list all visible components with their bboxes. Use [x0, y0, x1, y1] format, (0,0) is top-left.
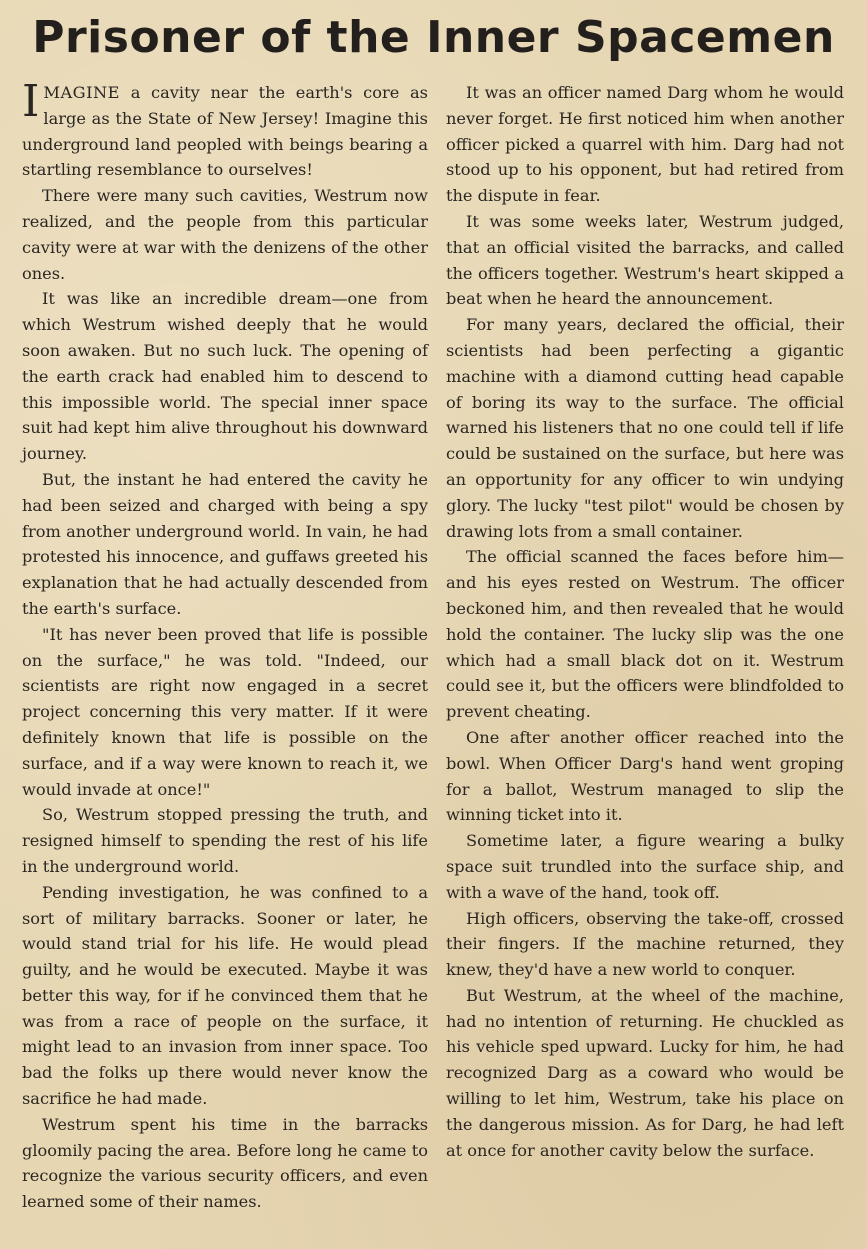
paragraph: It was some weeks later, Westrum judged, that an official visited the barracks, and called the officers together. Westrum's heart skipped a beat when he heard the announcement. — [446, 211, 844, 309]
paragraph: It was an officer named Darg whom he would never forget. He first noticed him when another officer picked a quarrel with him. Darg had not stood up to his opponent, but had retired from the dispute in fear. — [446, 83, 844, 206]
paragraph: Pending investigation, he was confined to a sort of military barracks. Sooner or later, he would stand trial for his life. He would plead guilty, and he would be executed. Maybe it was better this way, for if he convinced them that he was from a race of people on the surface, it might lead to an invasion from inner space. Too bad the folks up there would never know the sacrifice he had made. — [22, 882, 428, 1109]
story-title: Prisoner of the Inner Spacemen — [32, 12, 835, 63]
paragraph: High officers, observing the take-off, crossed their fingers. If the machine returned, they knew, they'd have a new world to conquer. — [446, 908, 844, 980]
paragraph: Sometime later, a figure wearing a bulky space suit trundled into the surface ship, and with a wave of the hand, took off. — [446, 831, 844, 902]
drop-cap: I — [22, 76, 40, 127]
paragraph: There were many such cavities, Westrum now realized, and the people from this particular cavity were at war with the denizens of the other ones. — [22, 186, 428, 283]
paragraph: One after another officer reached into the bowl. When Officer Darg's hand went groping for a ballot, Westrum managed to slip the winning ticket into it. — [446, 727, 844, 825]
paragraph: For many years, declared the official, their scientists had been perfecting a gigantic machine with a diamond cutting head capable of boring its way to the surface. The official warned his listeners that no one could tell if life could be sustained on the surface, but here was an opportunity for any officer to win undying glory. The lucky "test pilot" would be chosen by drawing lots from a small container. — [446, 315, 844, 541]
paragraph: But, the instant he had entered the cavity he had been seized and charged with being a spy from another underground world. In vain, he had protested his innocence, and guffaws greeted his explanation that he had actually descended from the earth's surface. — [22, 469, 428, 618]
paragraph: "It has never been proved that life is possible on the surface," he was told. "Indeed, our scientists are right now engaged in a secret project concerning this very matter. If it were definitely known that life is possible on the surface, and if a way were known to reach it, we would invade at once!" — [22, 624, 428, 799]
paragraph: Westrum spent his time in the barracks gloomily pacing the area. Before long he came to recognize the various security officers, and even learned some of their names. — [22, 1114, 428, 1212]
left-column — [22, 76, 428, 1215]
paragraph: The official scanned the faces before him—and his eyes rested on Westrum. The officer beckoned him, and then revealed that he would hold the container. The lucky slip was the one which had a small black dot on it. Westrum could see it, but the officers were blindfolded to prevent cheating. — [446, 547, 844, 722]
opening-caps: MAGINE — [43, 83, 120, 102]
paragraph: It was like an incredible dream—one from which Westrum wished deeply that he would soon awaken. But no such luck. The opening of the earth crack had enabled him to descend to this impossible world. The special inner space suit had kept him alive throughout his downward journey. — [22, 289, 428, 464]
paragraph-text: a cavity near the earth's core as large as the State of New Jersey! Imagine this underground land peopled with beings bearing a startling resemblance to ourselves! — [22, 83, 428, 180]
right-column — [446, 80, 844, 1163]
paragraph — [22, 76, 428, 183]
paragraph: So, Westrum stopped pressing the truth, and resigned himself to spending the rest of his life in the underground world. — [22, 805, 428, 876]
paragraph: But Westrum, at the wheel of the machine, had no intention of returning. He chuckled as his vehicle sped upward. Lucky for him, he had recognized Darg as a coward who would be willing to let him, Westrum, take his place on the dangerous mission. As for Darg, he had left at once for another cavity below the surface. — [446, 985, 844, 1160]
